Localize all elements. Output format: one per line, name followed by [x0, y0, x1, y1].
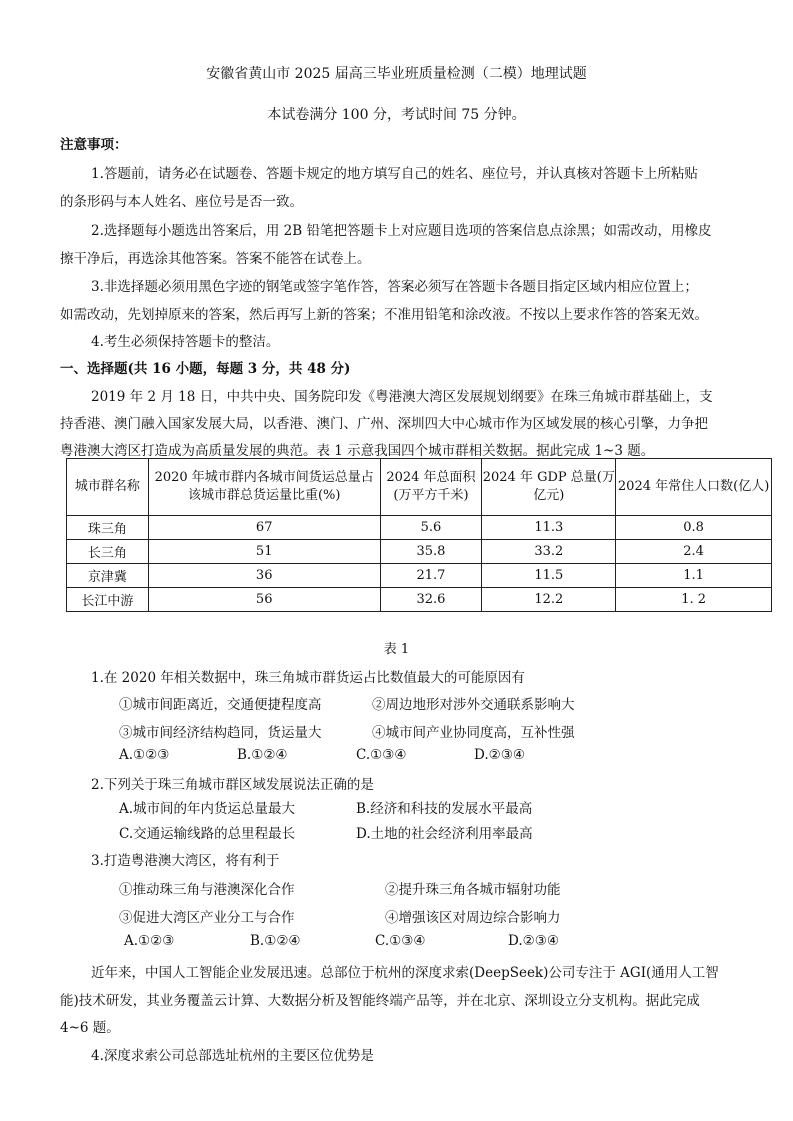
question-3-option-c: C.①③④: [375, 933, 426, 949]
table-cell: 京津冀: [67, 564, 149, 588]
question-2-option-b: B.经济和科技的发展水平最高: [356, 801, 533, 817]
question-3-item: ④增强该区对周边综合影响力: [385, 910, 561, 926]
note-3-line-2: 如需改动，先划掉原来的答案，然后再写上新的答案；不准用铅笔和涂改液。不按以上要求作答的答案无效。: [60, 307, 708, 323]
question-2-option-c: C.交通运输线路的总里程最长: [119, 826, 296, 842]
question-4-stem: 4.深度求索公司总部选址杭州的主要区位优势是: [91, 1048, 374, 1064]
table-cell: 1.1: [616, 564, 772, 588]
table-cell: 11.3: [482, 516, 616, 540]
question-2-option-d: D.土地的社会经济利用率最高: [356, 826, 533, 842]
table-header: 2024 年常住人口数(亿人): [616, 459, 772, 516]
passage-1-line-1: 2019 年 2 月 18 日，中共中央、国务院印发《粤港澳大湾区发展规划纲要》在珠三角城市群基础上，支: [91, 389, 713, 405]
table-cell: 36: [148, 564, 380, 588]
passage-2-line-3: 4~6 题。: [60, 1020, 120, 1036]
question-2-stem: 2.下列关于珠三角城市群区域发展说法正确的是: [91, 777, 374, 793]
question-1-option-b: B.①②④: [237, 747, 288, 763]
passage-2-line-2: 能)技术研发，其业务覆盖云计算、大数据分析及智能终端产品等，并在北京、深圳设立分支机构。据此完成: [60, 993, 700, 1009]
table-cell: 56: [148, 588, 380, 612]
table-cell: 67: [148, 516, 380, 540]
section-heading: 一、选择题(共 16 小题，每题 3 分，共 48 分): [60, 361, 351, 377]
page-title: 安徽省黄山市 2025 届高三毕业班质量检测（二模）地理试题: [206, 66, 587, 82]
table-cell: 长江中游: [67, 588, 149, 612]
table-cell: 51: [148, 540, 380, 564]
passage-2-line-1: 近年来，中国人工智能企业发展迅速。总部位于杭州的深度求索(DeepSeek)公司专注于 AGI(通用人工智: [91, 965, 719, 981]
table-cell: 2.4: [616, 540, 772, 564]
table-header: 2020 年城市群内各城市间货运总量占该城市群总货运量比重(%): [148, 459, 380, 516]
table-header: 城市群名称: [67, 459, 149, 516]
question-3-stem: 3.打造粤港澳大湾区，将有利于: [91, 853, 280, 869]
question-3-option-d: D.②③④: [508, 933, 559, 949]
table-cell: 12.2: [482, 588, 616, 612]
table-cell: 32.6: [380, 588, 482, 612]
question-3-option-a: A.①②③: [124, 933, 175, 949]
table-cell: 珠三角: [67, 516, 149, 540]
passage-1-line-3: 粤港澳大湾区打造成为高质量发展的典范。表 1 示意我国四个城市群相关数据。据此完成 1~3 题。: [60, 443, 655, 459]
table-header: 2024 年总面积(万平方千米): [380, 459, 482, 516]
table-cell: 长三角: [67, 540, 149, 564]
question-1-option-d: D.②③④: [474, 747, 525, 763]
table-cell: 0.8: [616, 516, 772, 540]
question-1-option-c: C.①③④: [356, 747, 407, 763]
exam-info: 本试卷满分 100 分，考试时间 75 分钟。: [267, 107, 526, 123]
question-3-item: ③促进大湾区产业分工与合作: [119, 910, 295, 926]
table-row: [67, 540, 772, 564]
table-cell: 5.6: [380, 516, 482, 540]
table-cell: 1. 2: [616, 588, 772, 612]
question-1-item: ②周边地形对涉外交通联系影响大: [372, 697, 575, 713]
question-1-item: ①城市间距离近，交通便捷程度高: [119, 697, 322, 713]
passage-1-line-2: 持香港、澳门融入国家发展大局，以香港、澳门、广州、深圳四大中心城市作为区域发展的核心引擎，力争把: [60, 416, 708, 432]
question-1-item: ④城市间产业协同度高，互补性强: [372, 725, 575, 741]
note-2-line-1: 2.选择题每小题选出答案后，用 2B 铅笔把答题卡上对应题目选项的答案信息点涂黑；如需改动，用橡皮: [91, 223, 712, 239]
question-1-stem: 1.在 2020 年相关数据中，珠三角城市群货运占比数值最大的可能原因有: [91, 670, 525, 686]
note-1-line-1: 1.答题前，请务必在试题卷、答题卡规定的地方填写自己的姓名、座位号，并认真核对答题卡上所粘贴: [91, 166, 698, 182]
city-cluster-table: [66, 458, 772, 612]
table-row: [67, 588, 772, 612]
note-3-line-1: 3.非选择题必须用黑色字迹的钢笔或签字笔作答，答案必须写在答题卡各题目指定区域内相应位置上；: [91, 279, 698, 295]
question-3-item: ①推动珠三角与港澳深化合作: [119, 882, 295, 898]
question-2-option-a: A.城市间的年内货运总量最大: [119, 801, 296, 817]
question-1-option-a: A.①②③: [119, 747, 170, 763]
table-cell: 21.7: [380, 564, 482, 588]
table-caption: 表 1: [383, 642, 410, 657]
table-cell: 35.8: [380, 540, 482, 564]
table-header: 2024 年 GDP 总量(万亿元): [482, 459, 616, 516]
question-1-item: ③城市间经济结构趋同，货运量大: [119, 725, 322, 741]
table-row: [67, 564, 772, 588]
question-3-item: ②提升珠三角各城市辐射功能: [385, 882, 561, 898]
notes-heading: 注意事项：: [60, 137, 128, 153]
table-header-row: [67, 459, 772, 516]
table-cell: 33.2: [482, 540, 616, 564]
table-cell: 11.5: [482, 564, 616, 588]
note-4: 4.考生必须保持答题卡的整洁。: [91, 334, 280, 350]
note-2-line-2: 擦干净后，再选涂其他答案。答案不能答在试卷上。: [60, 251, 371, 267]
question-3-option-b: B.①②④: [250, 933, 301, 949]
note-1-line-2: 的条形码与本人姓名、座位号是否一致。: [60, 194, 303, 210]
table-row: [67, 516, 772, 540]
